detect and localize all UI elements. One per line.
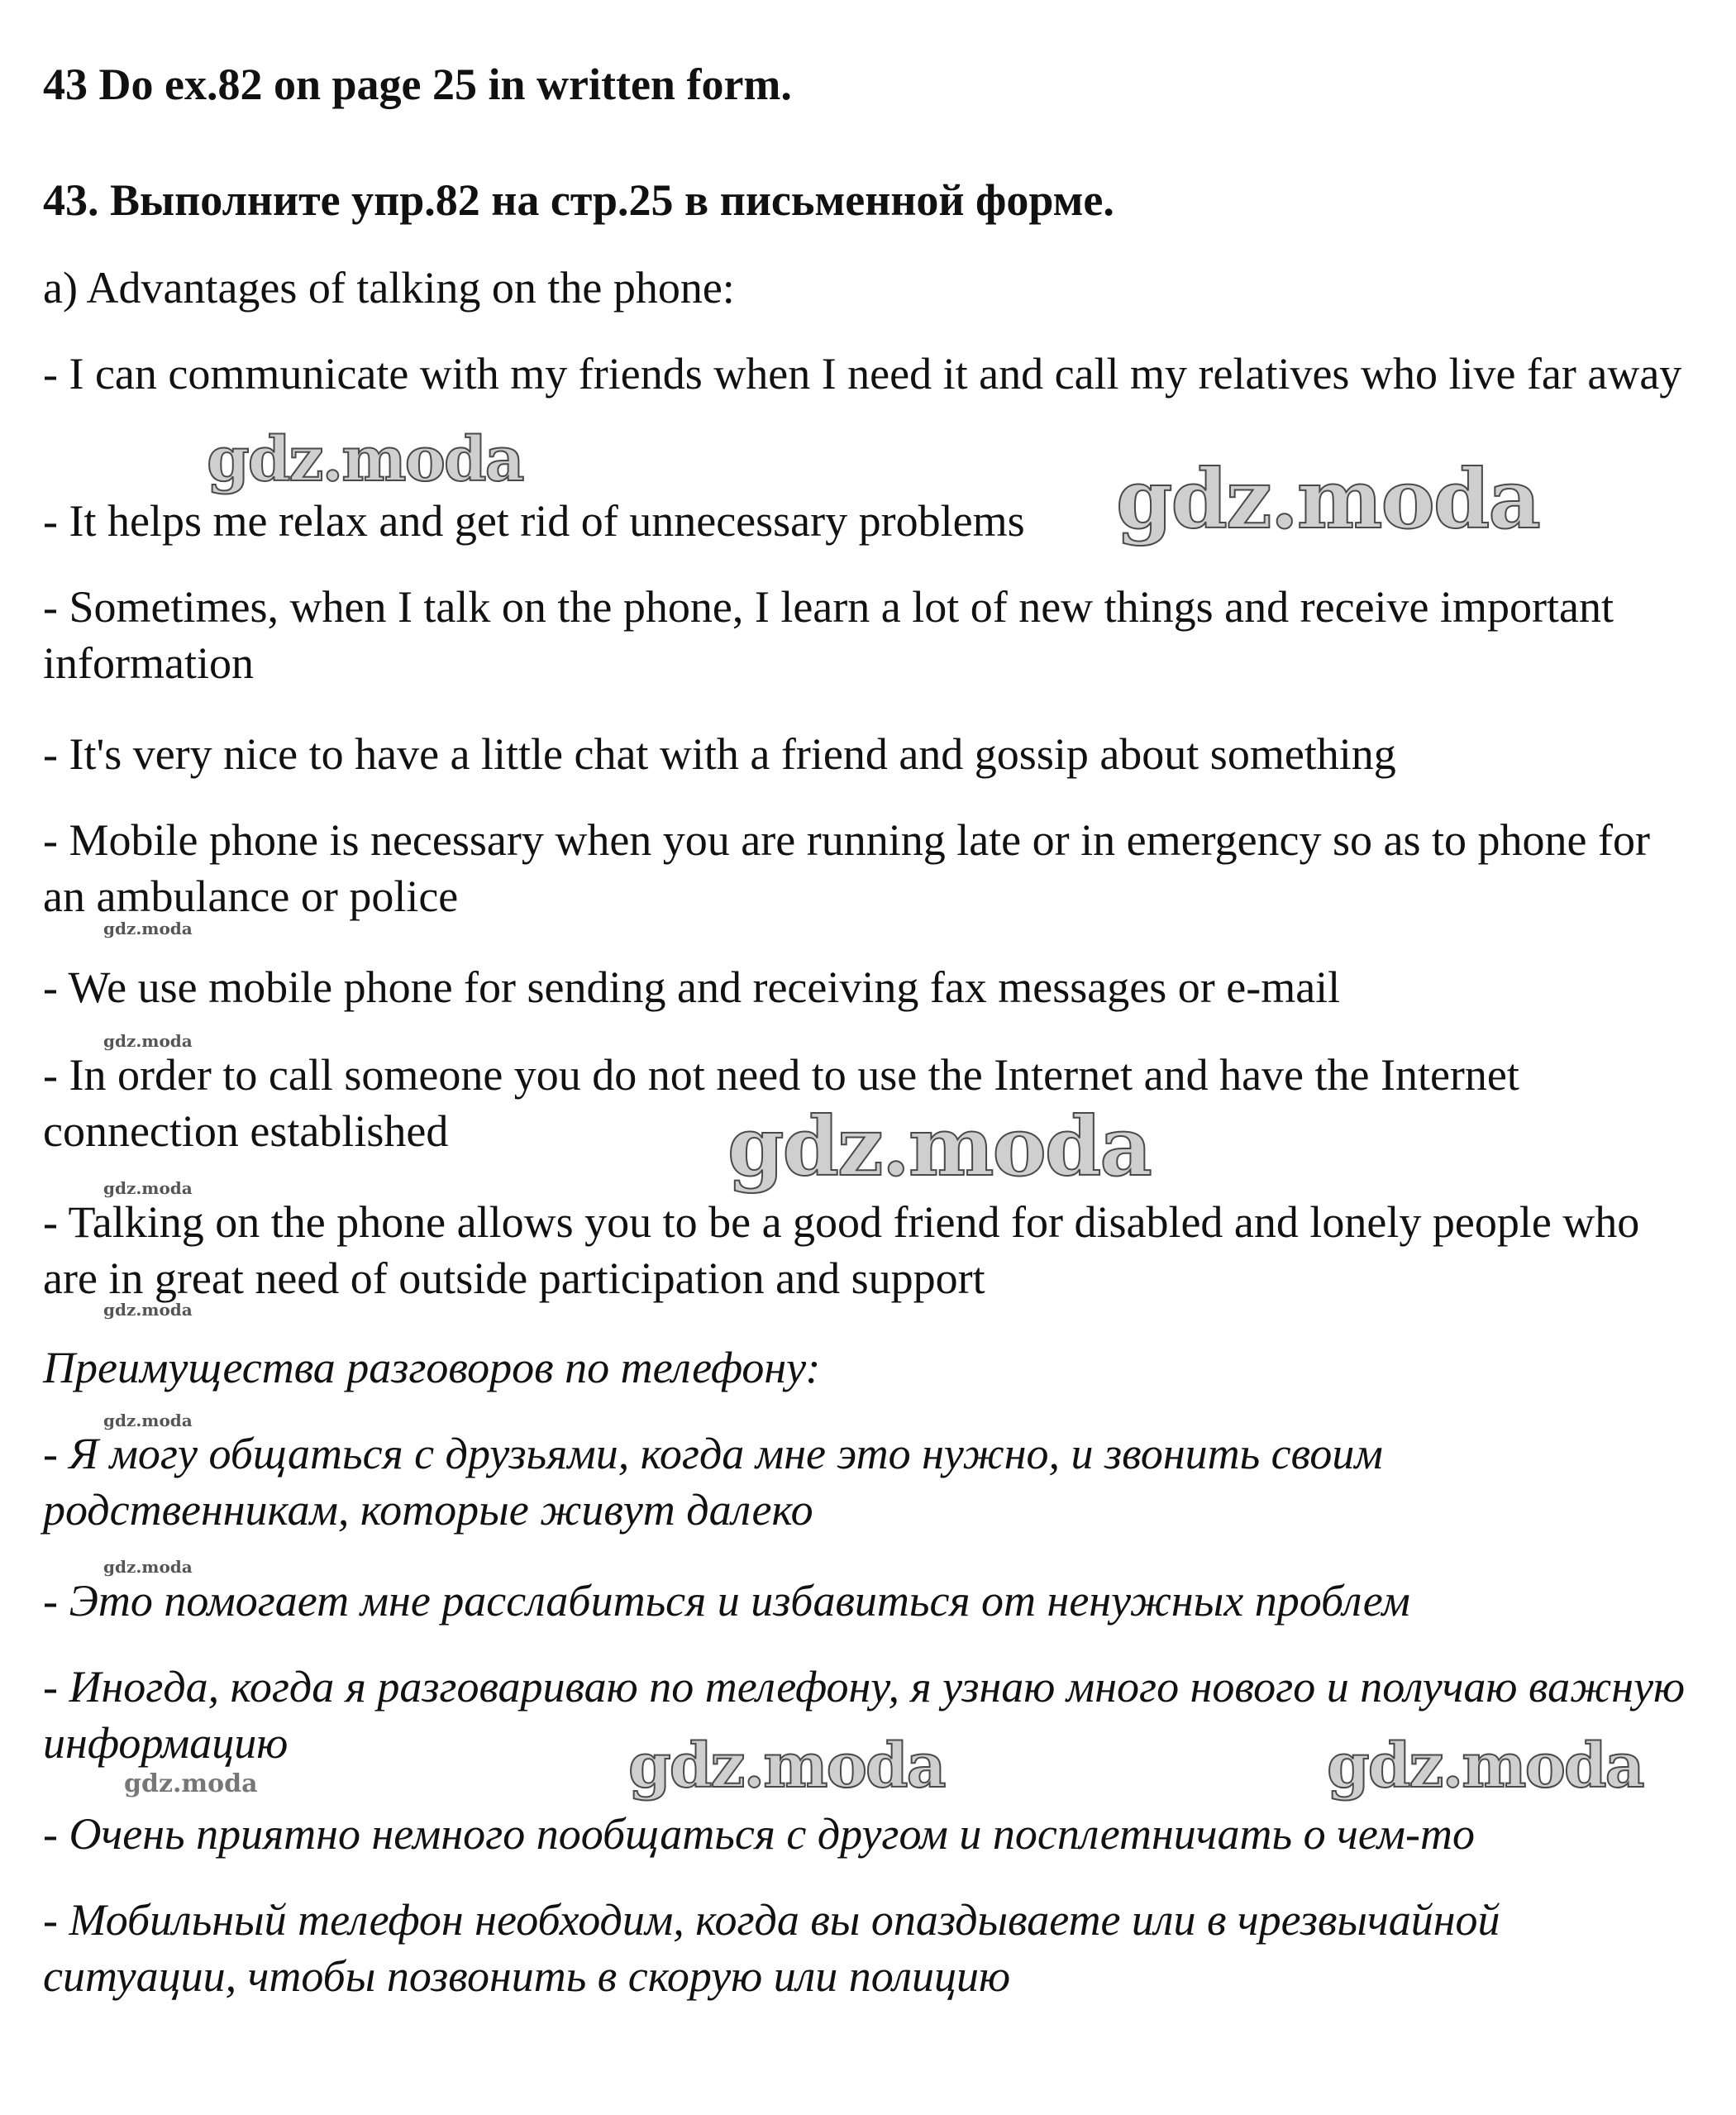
watermark-small: gdz.moda <box>103 1557 193 1577</box>
watermark: gdz.moda <box>1327 1731 1643 1802</box>
watermark: gdz.moda <box>207 424 523 495</box>
advantage-ru-item-2: - Это помогает мне расслабиться и избавиться от ненужных проблем <box>43 1576 1410 1626</box>
advantage-en-item-8: - Talking on the phone allows you to be a good friend for disabled and lonely people who are in great need of outside participation and support <box>43 1197 1640 1303</box>
english-task-heading: 43 Do ex.82 on page 25 in written form. <box>43 60 792 109</box>
watermark-small: gdz.moda <box>103 919 193 938</box>
watermark: gdz.moda <box>1116 452 1539 547</box>
advantage-ru-item-1: - Я могу общаться с друзьями, когда мне это нужно, и звонить своим родственникам, которые живут далеко <box>43 1429 1383 1535</box>
advantage-en-item-7: - In order to call someone you do not need to use the Internet and have the Internet connection established <box>43 1050 1519 1156</box>
russian-task-heading: 43. Выполните упр.82 на стр.25 в письменной форме. <box>43 175 1114 225</box>
watermark-small: gdz.moda <box>103 1178 193 1198</box>
advantage-en-item-3: - Sometimes, when I talk on the phone, I learn a lot of new things and receive important information <box>43 582 1614 688</box>
watermark: gdz.moda <box>628 1731 945 1802</box>
advantage-ru-item-3: - Иногда, когда я разговариваю по телефону, я узнаю много нового и получаю важную информацию <box>43 1662 1686 1768</box>
watermark-small: gdz.moda <box>124 1769 258 1798</box>
advantages-ru-title: Преимущества разговоров по телефону: <box>43 1343 821 1392</box>
watermark-small: gdz.moda <box>103 1300 193 1320</box>
advantage-en-item-6: - We use mobile phone for sending and receiving fax messages or e-mail <box>43 962 1341 1012</box>
advantage-en-item-4: - It's very nice to have a little chat with a friend and gossip about something <box>43 729 1396 779</box>
advantage-en-item-1: - I can communicate with my friends when I need it and call my relatives who live far away <box>43 349 1682 399</box>
advantage-en-item-5: - Mobile phone is necessary when you are running late or in emergency so as to phone for an ambulance or police <box>43 815 1650 921</box>
watermark: gdz.moda <box>727 1100 1151 1195</box>
advantages-en-title: a) Advantages of talking on the phone: <box>43 263 735 313</box>
advantage-en-item-2: - It helps me relax and get rid of unnecessary problems <box>43 496 1025 546</box>
watermark-small: gdz.moda <box>103 1411 193 1430</box>
advantage-ru-item-5: - Мобильный телефон необходим, когда вы опаздываете или в чрезвычайной ситуации, чтобы позвонить в скорую или полицию <box>43 1895 1500 2001</box>
watermark-small: gdz.moda <box>103 1031 193 1051</box>
advantage-ru-item-4: - Очень приятно немного пообщаться с другом и посплетничать о чем-то <box>43 1809 1475 1859</box>
